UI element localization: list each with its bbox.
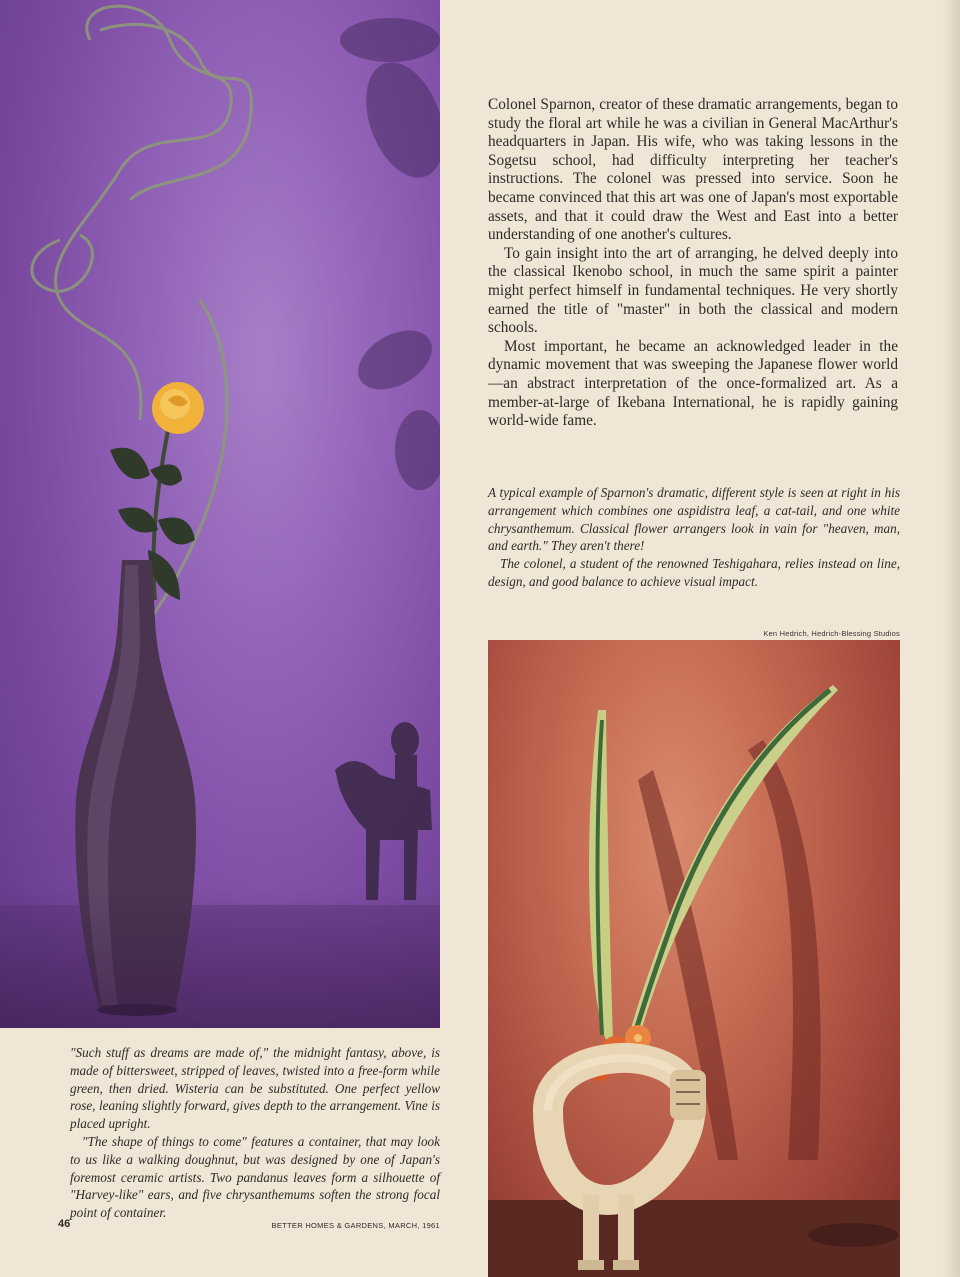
running-footer: BETTER HOMES & GARDENS, MARCH, 1961 — [271, 1221, 440, 1230]
caption-paragraph: The colonel, a student of the renowned Teshigahara, relies instead on line, design, and good balance to achieve visual impact. — [488, 556, 900, 589]
caption-paragraph: "Such stuff as dreams are made of," the midnight fantasy, above, is made of bittersweet, stripped of leaves, twisted into a free-form while green, then dried. Wisteria can be substituted. One perfect yellow rose, leaning slightly forward, gives depth to the arrangement. Vine is placed upright. — [70, 1045, 440, 1132]
ceramic-container-illustration — [488, 640, 900, 1277]
page-number: 46 — [58, 1218, 71, 1230]
photo-shade — [0, 888, 440, 1028]
photo-credit: Ken Hedrich, Hedrich-Blessing Studios — [763, 629, 900, 638]
caption-dreams — [70, 1044, 440, 1222]
article-paragraph: Colonel Sparnon, creator of these dramatic arrangements, began to study the floral art while he was a civilian in General MacArthur's headquarters in Japan. His wife, who was taking lessons in the Sogetsu school, had difficulty interpreting her teacher's instructions. The colonel was pressed into service. Soon he became convinced that this art was one of Japan's most exportable assets, and that it could draw the West and East into a better understanding of one another's cultures. — [488, 96, 898, 244]
photo-ceramic-arrangement — [488, 640, 900, 1277]
caption-teshigahara — [488, 484, 900, 591]
article-paragraph: To gain insight into the art of arranging, he delved deeply into the classical Ikenobo school, in much the same spirit a painter might perfect himself in fundamental techniques. He very shortly earned the title of "master" in both the classical and modern schools. — [488, 244, 898, 337]
article-paragraph: Most important, he became an acknowledged leader in the dynamic movement that was sweeping the Japanese flower world—an abstract interpretation of the once-formalized art. As a member-at-large of Ikebana International, he is rapidly gaining world-wide fame. — [488, 337, 898, 430]
article-body — [488, 96, 898, 431]
photo-bottle-vase-arrangement — [0, 0, 440, 1028]
caption-paragraph: A typical example of Sparnon's dramatic, different style is seen at right in his arrangement which combines one aspidistra leaf, a cat-tail, and one white chrysanthemum. Classical flower arrangers look in vain for "heaven, man, and earth." They aren't there! — [488, 485, 900, 554]
bottle-vase-illustration — [0, 0, 440, 1028]
caption-paragraph: "The shape of things to come" features a container, that may look to us like a walking doughnut, but was designed by one of Japan's foremost ceramic artists. Two pandanus leaves form a silhouette of "Harvey-like" ears, and five chrysanthemums soften the strong focal point of container. — [70, 1133, 440, 1221]
page-edge-shadow — [942, 0, 960, 1277]
